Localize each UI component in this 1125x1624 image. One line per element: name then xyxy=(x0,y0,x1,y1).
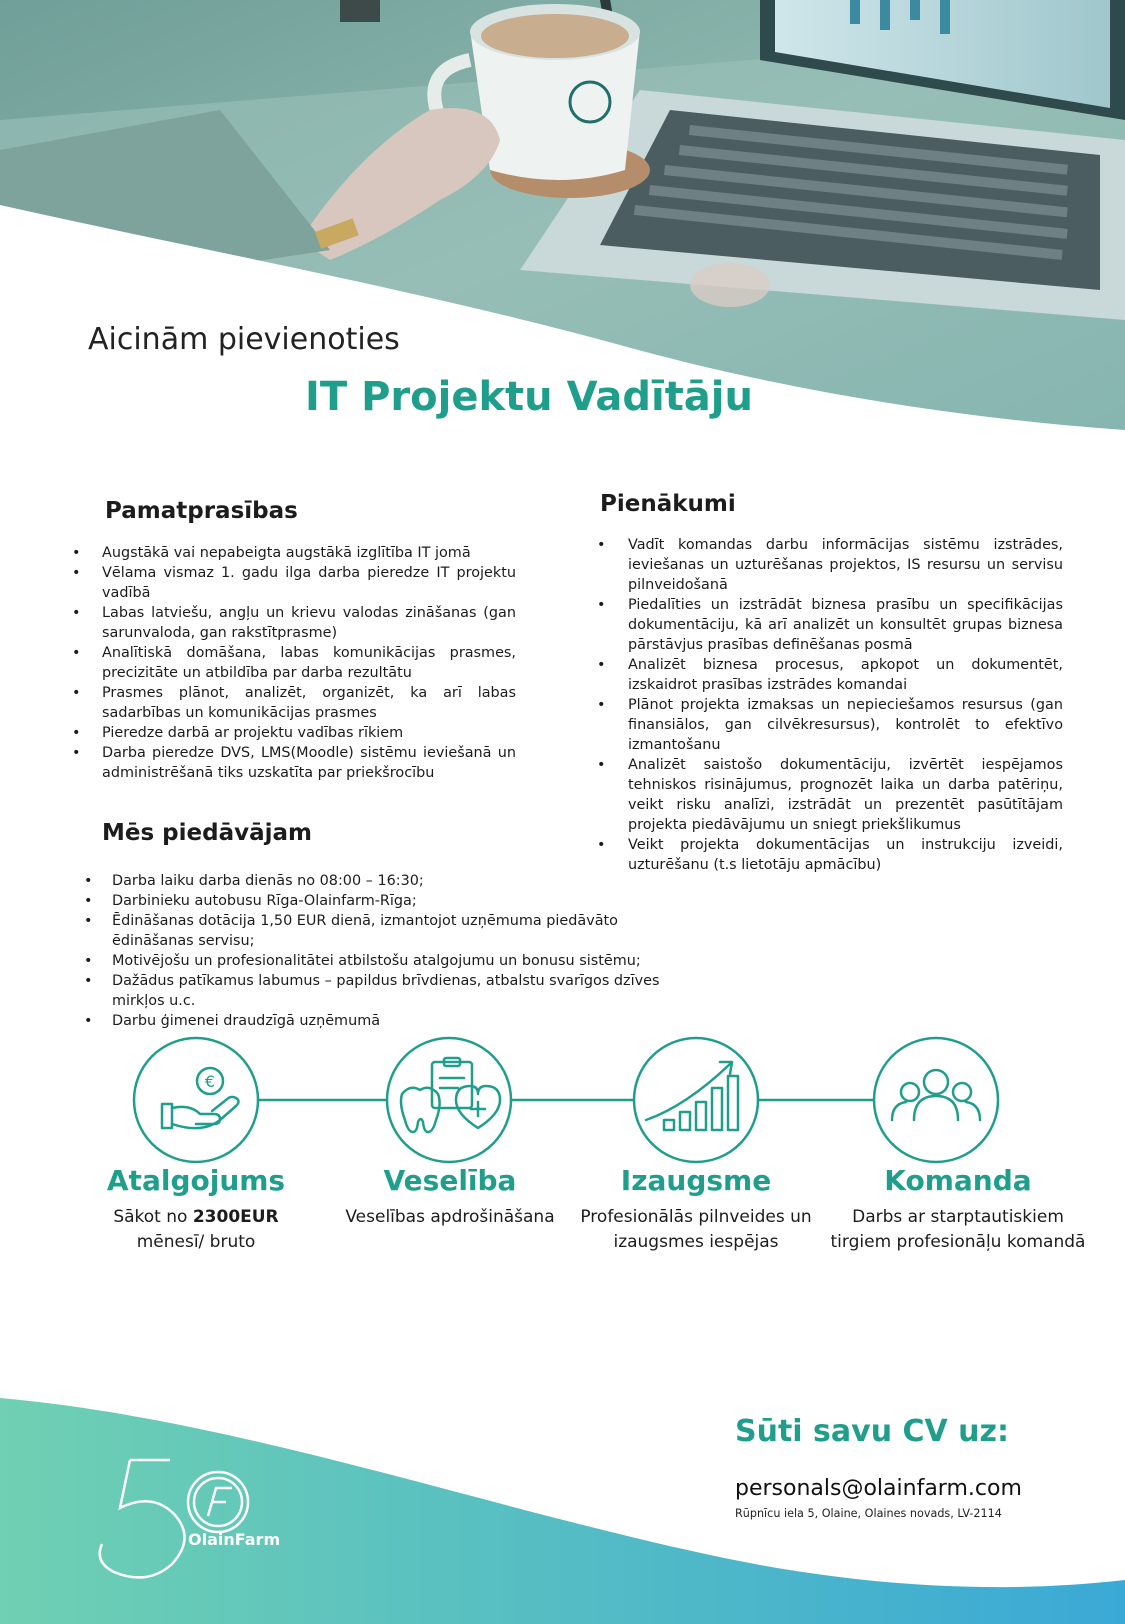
feature-title: Atalgojums xyxy=(106,1164,286,1197)
feature-text xyxy=(96,1205,296,1255)
feature-text: Veselības apdrošināšana xyxy=(345,1207,555,1227)
list-item: • Augstākā vai nepabeigta augstākā izglītība IT jomā xyxy=(72,543,516,563)
feature-text: Darbs ar starptautiskiem tirgiem profesionāļu komandā xyxy=(830,1207,1086,1252)
feature-team xyxy=(822,1164,1094,1255)
requirements-list xyxy=(72,543,516,783)
olainfarm-50-logo xyxy=(92,1452,272,1592)
salary-amount: 2300EUR xyxy=(192,1207,279,1227)
list-item: • Piedalīties un izstrādāt biznesa prasību un specifikācijas dokumentāciju, kā arī analizēt un konsultēt grupas biznesa pārstāvjus prasības definēšanas posmā xyxy=(597,595,1063,655)
list-item: • Prasmes plānot, analizēt, organizēt, ka arī labas sadarbības un komunikācijas prasmes xyxy=(72,683,516,723)
feature-growth xyxy=(576,1164,816,1255)
list-item: • Darbu ģimenei draudzīgā uzņēmumā xyxy=(84,1011,674,1031)
list-item: • Labas latviešu, angļu un krievu valodas zināšanas (gan sarunvaloda, gan rakstītprasme) xyxy=(72,603,516,643)
job-title: IT Projektu Vadītāju xyxy=(305,374,753,420)
list-item: • Darba pieredze DVS, LMS(Moodle) sistēmu ieviešanā un administrēšanā tiks uzskatīta par priekšrocību xyxy=(72,743,516,783)
list-item: • Ēdināšanas dotācija 1,50 EUR dienā, izmantojot uzņēmuma piedāvāto ēdināšanas servisu; xyxy=(84,911,674,951)
feature-salary xyxy=(96,1164,296,1255)
contact-email[interactable]: personals@olainfarm.com xyxy=(735,1476,1022,1501)
intro-text: Aicinām pievienoties xyxy=(88,322,400,357)
duties-title: Pienākumi xyxy=(600,491,736,517)
euro-hand-icon xyxy=(134,1038,258,1162)
send-cv-title: Sūti savu CV uz: xyxy=(735,1414,1009,1449)
list-item: • Analītiskā domāšana, labas komunikācijas prasmes, precizitāte un atbildība par darba rezultātu xyxy=(72,643,516,683)
offer-title: Mēs piedāvājam xyxy=(102,820,312,846)
list-item: • Analizēt saistošo dokumentāciju, izvērtēt iespējamos tehniskos risinājumus, prognozēt laika un darba patēriņu, veikt risku analīzi, izstrādāt un prezentēt pasūtītājam projekta piedāvājumu un sniegt priekšlikumus xyxy=(597,755,1063,835)
list-item: • Plānot projekta izmaksas un nepieciešamos resursus (gan finansiālos, gan cilvēkresursus), kontrolēt to efektīvo izmantošanu xyxy=(597,695,1063,755)
logo-text: OlainFarm xyxy=(188,1530,281,1549)
list-item: • Motivējošu un profesionalitātei atbilstošu atalgojumu un bonusu sistēmu; xyxy=(84,951,674,971)
list-item: • Veikt projekta dokumentācijas un instrukciju izveidi, uzturēšanu (t.s lietotāju apmācību) xyxy=(597,835,1063,875)
list-item: • Vēlama vismaz 1. gadu ilga darba pieredze IT projektu vadībā xyxy=(72,563,516,603)
list-item: • Vadīt komandas darbu informācijas sistēmu izstrādes, ieviešanas un uzturēšanas projektos, IS resursu un servisu pilnveidošanā xyxy=(597,535,1063,595)
team-icon xyxy=(874,1038,998,1162)
list-item: • Darbinieku autobusu Rīga-Olainfarm-Rīga; xyxy=(84,891,674,911)
health-icon xyxy=(387,1038,511,1162)
list-item: • Pieredze darbā ar projektu vadības rīkiem xyxy=(72,723,516,743)
list-item: • Dažādus patīkamus labumus – papildus brīvdienas, atbalstu svarīgos dzīves mirkļos u.c. xyxy=(84,971,674,1011)
requirements-title: Pamatprasības xyxy=(105,498,298,524)
offer-list xyxy=(84,871,674,1031)
list-item: • Darba laiku darba dienās no 08:00 – 16:30; xyxy=(84,871,674,891)
feature-text-part: Sākot no xyxy=(113,1207,193,1227)
svg-text:€: € xyxy=(204,1072,216,1091)
feature-title: Veselība xyxy=(383,1164,517,1197)
feature-health xyxy=(330,1164,570,1230)
feature-text-part: mēnesī/ bruto xyxy=(136,1232,256,1252)
growth-chart-icon xyxy=(634,1038,758,1162)
feature-title: Izaugsme xyxy=(620,1164,772,1197)
duties-list xyxy=(597,535,1063,875)
feature-title: Komanda xyxy=(884,1164,1032,1197)
feature-text: Profesionālās pilnveides un izaugsmes iespējas xyxy=(580,1207,812,1252)
list-item: • Analizēt biznesa procesus, apkopot un dokumentēt, izskaidrot prasības izstrādes komandai xyxy=(597,655,1063,695)
contact-address: Rūpnīcu iela 5, Olaine, Olaines novads, LV-2114 xyxy=(735,1507,1002,1520)
